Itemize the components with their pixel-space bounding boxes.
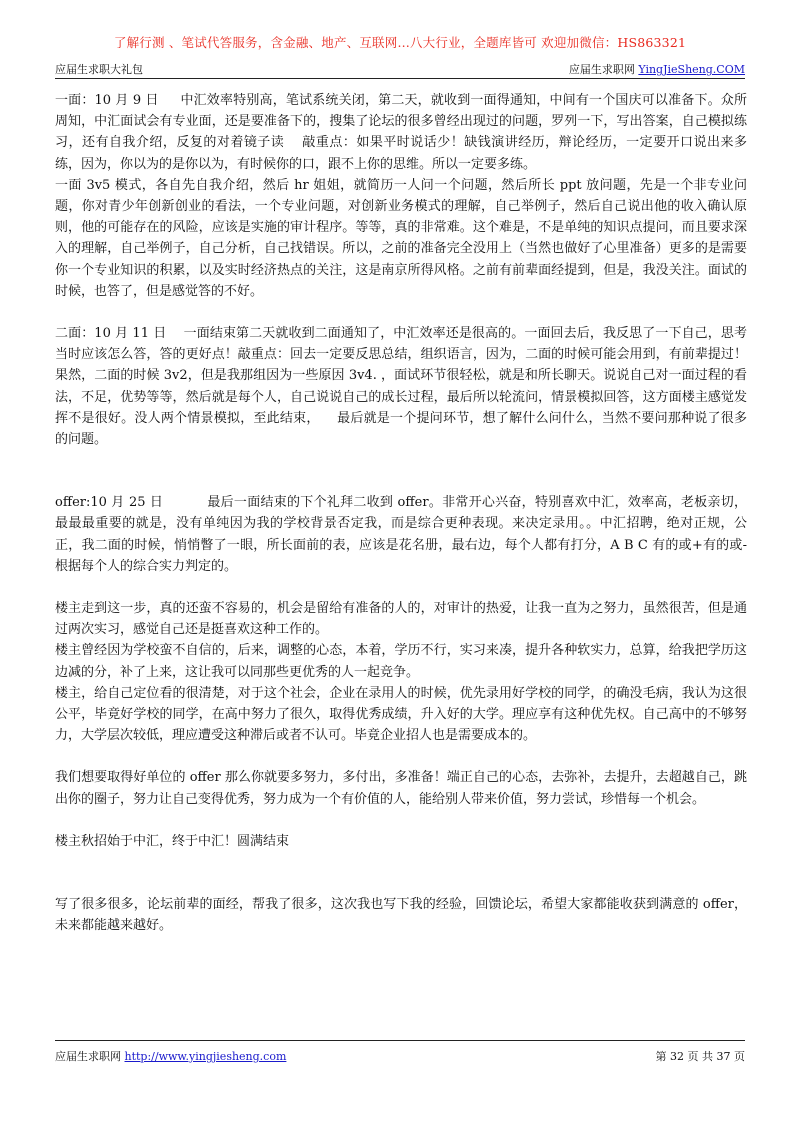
- article-body: [55, 90, 747, 937]
- header-title: 应届生求职大礼包: [55, 63, 143, 76]
- paragraph-first-interview: 一面：10 月 9 日 中汇效率特别高，笔试系统关闭，第二天，就收到一面得通知，中间有一个国庆可以准备下。众所周知，中汇面试会有专业面，还是要准备下的，搜集了论坛的很多曾经出现过的问题，罗列一下，写出答案，自己模拟练习，还有自我介绍，反复的对着镜子读 敲重点：如果平时说话少！缺钱演讲经历，辩论经历，一定要开口说出来多练，因为，你以为的是你以为，有时候你的口，跟不上你的思维。所以一定要多练。: [55, 93, 747, 172]
- promo-banner: 了解行测 、笔试代答服务，含金融、地产、互联网...八大行业，全题库皆可 欢迎加微信：HS863321: [113, 35, 687, 50]
- paragraph-reflection-2: 楼主曾经因为学校蛮不自信的，后来，调整的心态，本着，学历不行，实习来凑，提升各种软实力，总算，给我把学历这边减的分，补了上来，这让我可以同那些更优秀的人一起竞争。: [55, 643, 747, 680]
- paragraph-closing: 写了很多很多，论坛前辈的面经，帮我了很多，这次我也写下我的经验，回馈论坛，希望大家都能收获到满意的 offer，未来都能越来越好。: [55, 897, 747, 934]
- page-footer: [55, 1040, 745, 1064]
- header-site-label: 应届生求职网: [568, 63, 639, 76]
- footer-site: [55, 1048, 286, 1064]
- footer-site-link[interactable]: http://www.yingjiesheng.com: [124, 1050, 287, 1063]
- footer-site-label: 应届生求职网: [55, 1050, 125, 1063]
- header-site: [569, 61, 745, 77]
- paragraph-offer: offer:10 月 25 日 最后一面结束的下个礼拜二收到 offer。非常开心兴奋，特别喜欢中汇，效率高，老板亲切，最最最重要的就是，没有单纯因为我的学校背景否定我，而是综合更种表现。来决定录用。。中汇招聘，绝对正规，公正，我二面的时候，悄悄瞥了一眼，所长面前的表，应该是花名册，最右边，每个人都有打分，A B C 有的或+有的或- 根据每个人的综合实力判定的。: [55, 495, 747, 574]
- paragraph-conclusion: 楼主秋招始于中汇，终于中汇！圆满结束: [55, 833, 290, 849]
- header-site-link[interactable]: YingJieSheng.COM: [638, 63, 745, 76]
- paragraph-reflection-3: 楼主，给自己定位看的很清楚，对于这个社会，企业在录用人的时候，优先录用好学校的同学，的确没毛病，我认为这很公平，毕竟好学校的同学，在高中努力了很久，取得优秀成绩，升入好的大学。理应享有这种优先权。自己高中的不够努力，大学层次较低，理应遭受这种滞后或者不认可。毕竟企业招人也是需要成本的。: [55, 685, 747, 744]
- paragraph-advice: 我们想要取得好单位的 offer 那么你就要多努力，多付出，多准备！端正自己的心态，去弥补，去提升，去超越自己，跳出你的圈子，努力让自己变得优秀，努力成为一个有价值的人，能给别人带来价值，努力尝试，珍惜每一个机会。: [55, 770, 747, 807]
- page-header: [55, 60, 745, 79]
- paragraph-reflection-1: 楼主走到这一步，真的还蛮不容易的，机会是留给有准备的人的，对审计的热爱，让我一直为之努力，虽然很苦，但是通过两次实习，感觉自己还是挺喜欢这种工作的。: [55, 601, 747, 638]
- paragraph-first-interview-format: 一面 3v5 模式，各自先自我介绍，然后 hr 姐姐，就简历一人问一个问题，然后所长 ppt 放问题，先是一个非专业问题，你对青少年创新创业的看法，一个专业问题，对创新业务模式的理解，自己举例子，然后自己说出他的收入确认原则，他的可能存在的风险，应该是实施的审计程序。等等，真的非常难。这个难是，不是单纯的知识点提问，而且要求深入的理解，自己举例子，自己分析，自己找错误。所以，之前的准备完全没用上（当然也做好了心里准备）更多的是需要你一个专业知识的积累，以及实时经济热点的关注，这是南京所得风格。之前有前辈面经提到，但是，我没关注。面试的时候，也答了，但是感觉答的不好。: [55, 177, 747, 299]
- paragraph-second-interview: 二面：10 月 11 日 一面结束第二天就收到二面通知了，中汇效率还是很高的。一面回去后，我反思了一下自己，思考当时应该怎么答，答的更好点！敲重点：回去一定要反思总结，组织语言，因为，二面的时候可能会用到，有前辈提过！果然，二面的时候 3v2，但是我那组因为一些原因 3v4. ，面试环节很轻松，就是和所长聊天。说说自己对一面过程的看法，不足，优势等等，然后就是每个人，自己说说自己的成长过程，最后所以轮流问，情景模拟回答，这方面楼主感觉发挥不是很好。没人两个情景模拟，至此结束， 最后就是一个提问环节，想了解什么问什么，当然不要问那种说了很多的问题。: [55, 326, 747, 448]
- page-number: 第 32 页 共 37 页: [655, 1050, 745, 1063]
